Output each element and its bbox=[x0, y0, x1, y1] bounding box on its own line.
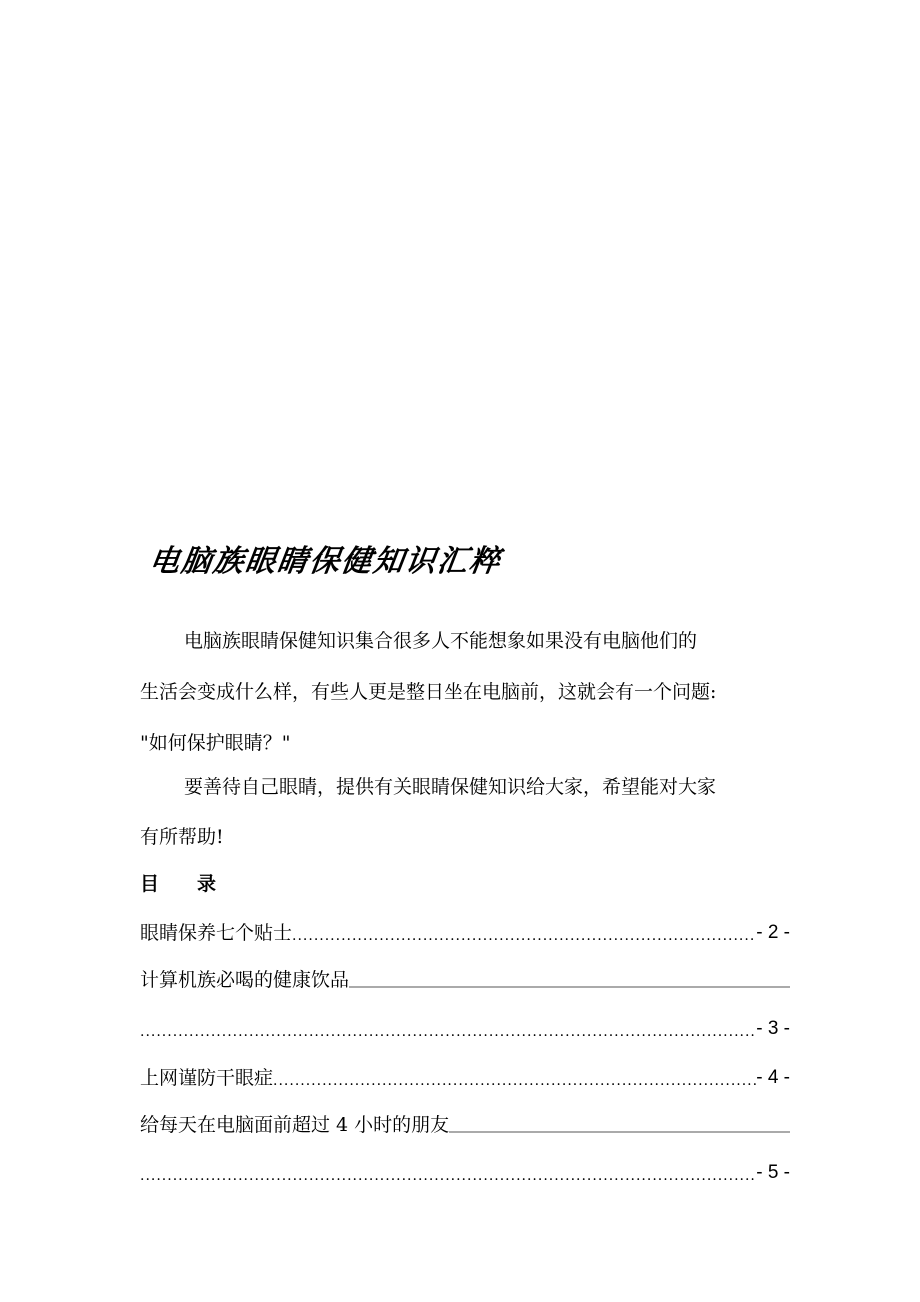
toc-entry[interactable] bbox=[140, 921, 790, 945]
document-title: 电脑族眼睛保健知识汇粹 bbox=[147, 544, 504, 579]
intro-paragraph-1-line-2: 生活会变成什么样，有些人更是整日坐在电脑前，这就会有一个问题: bbox=[140, 681, 717, 703]
toc-entry[interactable] bbox=[140, 968, 790, 992]
toc-heading: 目 录 bbox=[140, 873, 217, 895]
toc-leader-rule bbox=[349, 986, 790, 988]
toc-entry-title: 眼睛保养七个贴士 bbox=[140, 922, 293, 944]
toc-leader-dots bbox=[292, 927, 756, 945]
toc-entry-continuation[interactable] bbox=[140, 1017, 790, 1041]
intro-paragraph-1-line-3: "如何保护眼睛？" bbox=[140, 732, 291, 754]
intro-paragraph-2-line-1: 要善待自己眼睛，提供有关眼睛保健知识给大家，希望能对大家 bbox=[184, 776, 717, 798]
toc-leader-dots bbox=[140, 1023, 756, 1041]
toc-leader-dots bbox=[273, 1072, 756, 1090]
toc-entry-title: 上网谨防干眼症 bbox=[140, 1067, 274, 1089]
toc-entry-page: - 3 - bbox=[756, 1018, 790, 1039]
toc-entry-page: - 4 - bbox=[756, 1067, 790, 1088]
toc-leader-rule bbox=[449, 1131, 790, 1133]
toc-entry-page: - 5 - bbox=[756, 1162, 790, 1183]
toc-entry-continuation[interactable] bbox=[140, 1161, 790, 1185]
toc-leader-dots bbox=[140, 1167, 756, 1185]
toc-entry-title: 给每天在电脑面前超过 4 小时的朋友 bbox=[140, 1114, 450, 1136]
toc-entry[interactable] bbox=[140, 1113, 790, 1137]
toc-entry-title: 计算机族必喝的健康饮品 bbox=[140, 969, 350, 991]
intro-paragraph-2-line-2: 有所帮助! bbox=[140, 826, 224, 848]
intro-paragraph-1-line-1: 电脑族眼睛保健知识集合很多人不能想象如果没有电脑他们的 bbox=[184, 630, 698, 652]
toc-entry[interactable] bbox=[140, 1066, 790, 1090]
toc-entry-page: - 2 - bbox=[756, 922, 790, 943]
